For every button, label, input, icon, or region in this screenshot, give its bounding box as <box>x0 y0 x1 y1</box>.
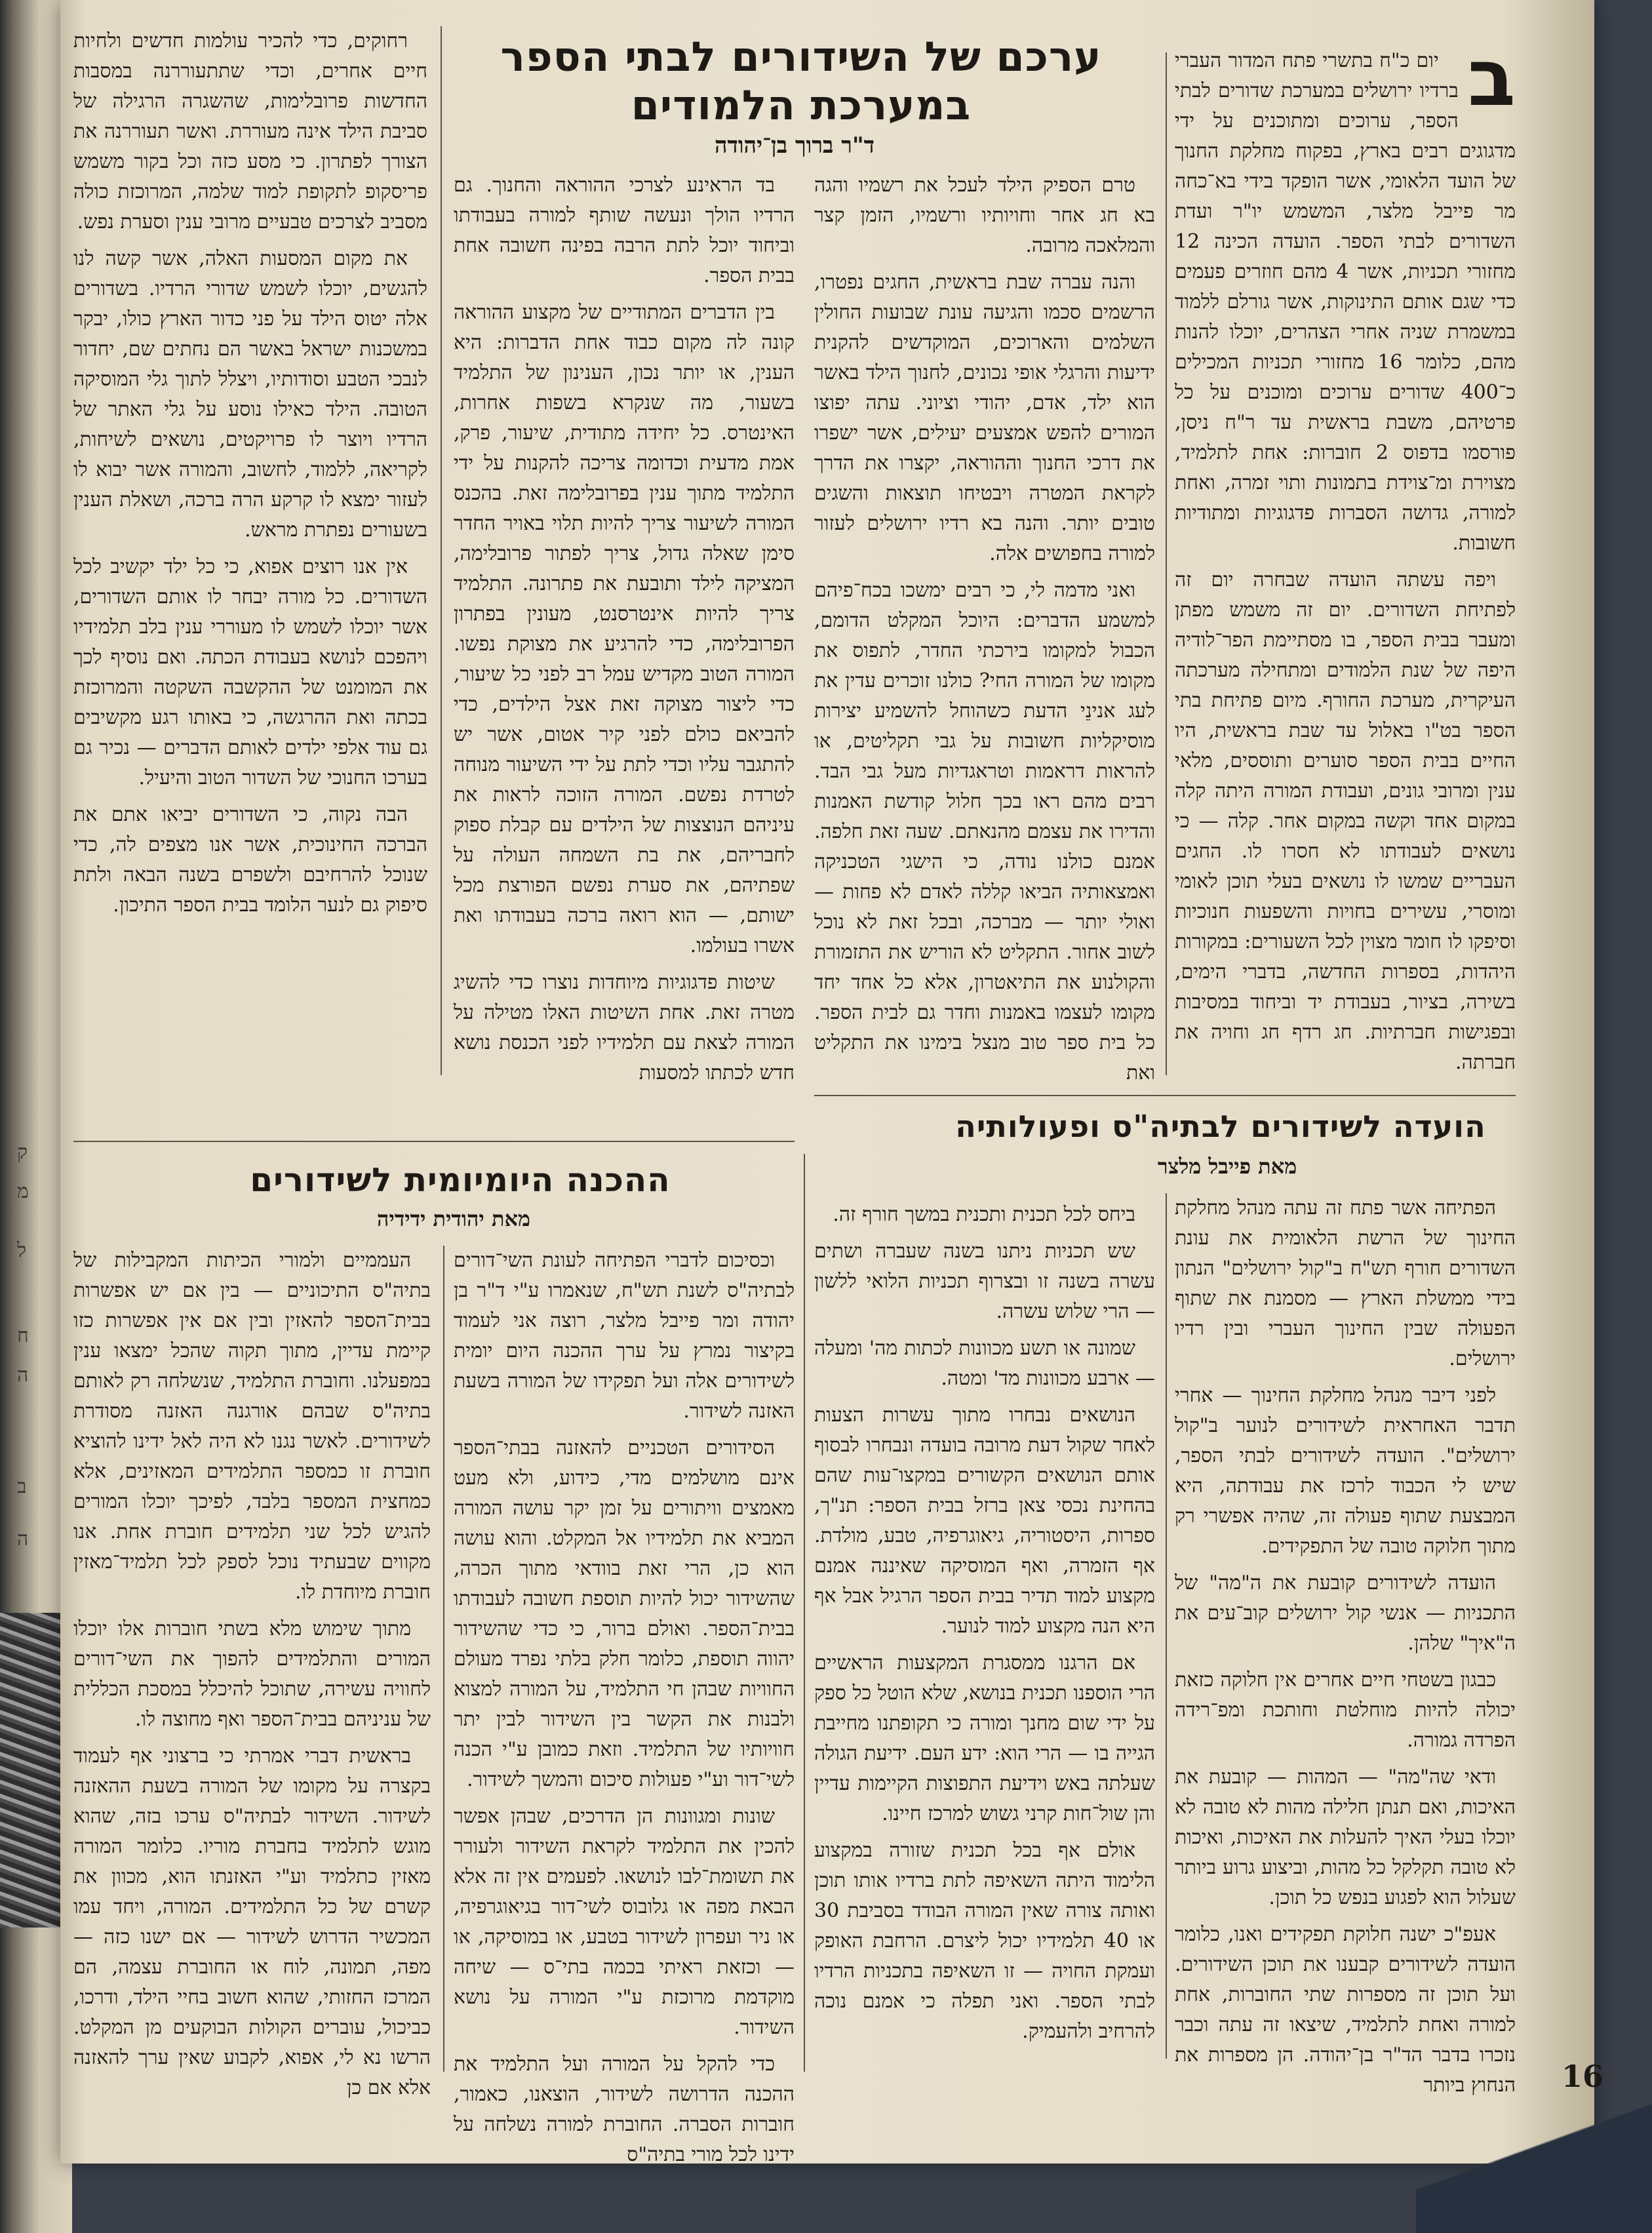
article2-byline: מאת פייבל מלצר <box>1157 1154 1297 1179</box>
article3-column-2 <box>73 1246 431 2098</box>
paragraph: הנושאים נבחרו מתוך עשרות הצעות לאחר שקול דעת מרובה בועדה ונבחרו לבסוף אותם הנושאים הקשורים במקצו־עות שהם בהחינת נכסי צאן ברזל בבית הספר: תנ"ך, ספרות, היסטוריה, גיאוגרפיה, טבע, מולדת. אף הזמרה, ואף המוסיקה שאיננה אמנם מקצוע למוד תדיר בבית הספר הרגיל אבל אף היא הנה מקצוע למוד לנוער. <box>814 1404 1155 1638</box>
adjacent-page-photo <box>0 1613 60 1927</box>
paragraph: הבה נקוה, כי השדורים יביאו אתם את הברכה החינוכית, אשר אנו מצפים לה, כדי שנוכל להרחיבם ולשפרם בשנה הבאה ולתת סיפוק גם לנער הלומד בבית הספר התיכון. <box>73 803 427 917</box>
article2-title: הועדה לשידורים לבתיה"ס ופעולותיה <box>955 1109 1486 1144</box>
paragraph: מתוך שימוש מלא בשתי חוברות אלו יוכלו המורים והתלמידים להפוך את השי־דורים לחוויה עשירה, שתוכל להיכלל במסכת הכללית של עניניהם בבית־הספר ואף מחוצה לו. <box>73 1617 431 1731</box>
adjacent-page-fragment: ב <box>17 1475 27 1498</box>
paragraph: אולם אף בכל תכנית שזורה במקצוע הלימוד היתה השאיפה לתת ברדיו אותו תוכן ואותה צורה שאין המורה הבודד בסביבת 30 או 40 תלמידיו יכול ליצרם. הרחבת האופק ועמקת החויה — זו השאיפה בתכניות הרדיו לבתי הספר. ואני תפלה כי אמנם נוכה להרחיב ולהעמיק. <box>814 1839 1156 2043</box>
column-rule <box>443 1246 444 2072</box>
article1-column-4 <box>73 26 427 1088</box>
adjacent-page-fragment: ה <box>17 1364 29 1387</box>
paragraph: לפני דיבר מנהל מחלקת החינוך — אחרי תדבר האחראית לשידורים לנוער ב"קול ירושלים". הועדה לשידורים לבתי הספר, שיש לי הכבוד לרכז את עבודתה, היא המבצעת שתוף פעולה זה, שהיה אפשרי רק מתוך חלוקה טובה של התפקידים. <box>1175 1384 1516 1558</box>
article3-column-1 <box>454 1246 795 2166</box>
column-rule <box>804 1154 805 2072</box>
article1-title-line1: ערכם של השידורים לבתי הספר <box>500 33 1102 81</box>
paragraph: רחוקים, כדי להכיר עולמות חדשים ולחיות חיים אחרים, וכדי שתתעוררנה במסבות החדשות פרובלימות, שהשגרה הרגילה של סביבת הילד אינה מעוררת. ואשר תעוררנה את הצורך לפתרון. כי מסע כזה וכל בקור משמש פריסקופ לתקופת למוד שלמה, המרוכזת כולה מסביב לצרכים טבעיים מרובי ענין וסערת נפש. <box>73 30 427 233</box>
paragraph: ואני מדמה לי, כי רבים ימשכו בכח־פיהם למשמע הדברים: היוכל המקלט הדומם, הכבול למקומו בירכתי החדר, לתפוס את מקומו של המורה החי? כולנו זוכרים עדין את לעג אנינֵי הדעת כשהוחל להשמיע יצירות מוסיקליות חשובות על גבי תקליטים, או להראות דראמות וטראגדיות מעל גבי הבד. רבים מהם ראו בכך חלול קודשת האמנות והדירו את עצמם מהנאתם. שעה זאת חלפה. אמנם כולנו נודה, כי הישגי הטכניקה ואמצאותיה הביאו קללה לאדם לא פחות — ואולי יותר — מברכה, ובכל זאת לא נוכל לשוב אחור. התקליט לא הוריש את התזמורת והקולנוע את התיאטרון, אלא כל אחד יחד מקומו לעצמו באמנות וחדר גם לבית הספר. כל בית ספר טוב מנצל בימינו את התקליט ואת <box>814 579 1155 1084</box>
paragraph: יום כ"ח בתשרי פתח המדור העברי ברדיו ירושלים במערכת שדורים לבתי הספר, ערוכים ומתוכנים על ידי מדגוגים רבים בארץ, בפקוח מחלקת החנוך של הועד הלאומי, אשר הופקד בידי בא־כחה מר פייבל מלצר, המשמש יו"ר ועדת השדורים לבתי הספר. הועדה הכינה 12 מחזורי תכניות, אשר 4 מהם חוזרים פעמים כדי שגם אותם התינוקות, אשר גורלם ללמוד במשמרת שניה אחרי הצהרים, יוכלו להנות מהם, כלומר 16 מחזורי תכניות המכילים כ־400 שדורים ערוכים ומוכנים על כל פרטיהם, משבת בראשית עד ר"ח ניסן, פורסמו בדפוס 2 חוברות: אחת לתלמיד, מצוירת ומ־צוידת בתמונות ותוי זמרה, ואחת למורה, גדושה הסברות פדגוגיות ומתודיות חשובות. <box>1175 49 1516 555</box>
article2-column-2 <box>814 1200 1155 2065</box>
paragraph: והנה עברה שבת בראשית, החגים נפטרו, הרשמים סכמו והגיעה עונת שבועות החולין השלמים והארוכים, המוקדשים להקנית ידיעות והרגלי אופי נכונים, לחנוך הילד באשר הוא ילד, אדם, יהודי וציוני. עתה יפוצו המורים להפש אמצעים יעילים, אשר ישפרו את דרכי החנוך וההוראה, יקצרו את הדרך לקראת המטרה ויבטיחו תוצאות והשגים טובים יותר. והנה בא רדיו ירושלים לעזור למורה בחפושים אלה. <box>814 271 1155 565</box>
paragraph: הועדה לשידורים קובעת את ה"מה" של התכניות — אנשי קול ירושלים קוב־עים את ה"איך" שלהן. <box>1175 1571 1516 1655</box>
adjacent-page-fragment: ל <box>17 1239 27 1262</box>
paragraph: כבגון בשטחי חיים אחרים אין חלוקה כזאת יכולה להיות מוחלטת וחותכת ומפ־רידה הפרדה גמורה. <box>1175 1669 1516 1752</box>
article3-title: ההכנה היומיומית לשידורים <box>250 1161 671 1199</box>
paragraph: טרם הספיק הילד לעכל את רשמיו והגה בא חג אחר וחויותיו ורשמיו, הזמן קצר והמלאכה מרובה. <box>814 174 1155 257</box>
adjacent-page-fragment: ח <box>17 1324 29 1347</box>
adjacent-page-fragment: מ <box>17 1180 29 1203</box>
article1-column-3 <box>454 170 795 1088</box>
paragraph: הפתיחה אשר פתח זה עתה מנהל מחלקת החינוך של הרשת הלאומית את עונת השדורים חורף תש"ח ב"קול ירושלים" הנתון בידי ממשלת הארץ — מסמנת את שתוף הפעולה שבין החינוך העברי ובין רדיו ירושלים. <box>1175 1196 1516 1370</box>
paragraph: העממיים ולמורי הכיתות המקבילות של בתיה"ס התיכוניים — בין אם יש אפשרות בבית־הספר להאזין ובין אם אין אפשרות כזו קיימת עדיין, מתוך תקוה שהכל ימצאו ענין במפעלנו. וחוברת התלמיד, שנשלחה רק לאותם בתיה"ס שבהם אורגנה האזנה מסודרת לשידורים. לאשר נגנו לא היה לאל ידינו להוציא חוברת זו כמספר התלמידים המאזינים, אלא כמחצית המספר בלבד, לפיכך יוכלו המורים להגיש לכל שני תלמידים חוברת אחת. אנו מקווים שבעתיד נוכל לספק לכל תלמיד־מאזין חוברת מיוחדת לו. <box>73 1249 431 1604</box>
article1-column-1 <box>1175 33 1516 1074</box>
column-rule <box>1166 52 1167 1075</box>
paragraph: ביחס לכל תכנית ותכנית במשך חורף זה. <box>833 1203 1135 1226</box>
section-rule <box>814 1095 1516 1096</box>
magazine-page <box>60 0 1604 2166</box>
paragraph: שש תכניות ניתנו בשנה שעברה ושתים עשרה בשנה זו ובצרוף תכניות הלואי ללשון — הרי שלוש עשרה. <box>814 1240 1155 1323</box>
paragraph: בין הדברים המתודיים של מקצוע ההוראה קונה לה מקום כבוד אחת הדברות: היא הענין, או יותר נכון, הענינון של התלמיד בשעור, מה שנקרא בשפות אחרות, האינטרס. כל יחידה מתודית, שיעור, פרק, אמת מדעית וכדומה צריכה להקנות על ידי התלמיד מתוך ענין בפרובלימה זאת. בהכנס המורה לשיעור צריך להיות תלוי באויר החדר סימן שאלה גדול, צריך לפתור פרובלימה, המציקה לילד ותובעת את פתרונה. התלמיד צריך להיות אינטרסנט, מעונין בפתרון הפרובלימה, כדי להרגיע את מצוקת נפשו. המורה הטוב מקדיש עמל רב לפני כל שיעור, כדי ליצור מצוקה זאת אצל הילדים, כדי להביאם כולם לפני קיר אטום, אשר יש להתגבר עליו וכדי לתת על ידי השיעור מנוחה לטרדת נפשם. המורה הזוכה לראות את עיניהם הנוצצות של הילדים עם קבלת ספוק לחבריהם, את בת השמחה העולה על שפתיהם, את סערת נפשם הפורצת מכל ישותם, — הוא רואה ברכה בעבודתו ואת אשרו בעולמו. <box>454 301 795 957</box>
paragraph: את מקום המסעות האלה, אשר קשה לנו להגשים, יוכלו לשמש שדורי הרדיו. בשדורים אלה יטוס הילד על פני כדור הארץ כולו, יבקר במשכנות ישראל באשר הם נחתים שם, יחדור לנבכי הטבע וסודותיו, ויצלל לתוך גלי המוסיקה הטובה. הילד כאילו נוסע על גלי האתר של הרדיו ויוצר לו פרויקטים, נושאים לשיחות, לקריאה, ללמוד, לחשוב, והמורה אשר יבוא לו לעזור ימצא לו קרקע הרה ברכה, ושאלת הענין בשעורים נפתרת מראש. <box>73 247 427 542</box>
paragraph: וכסיכום לדברי הפתיחה לעונת השי־דורים לבתיה"ס לשנת תש"ח, שנאמרו ע"י ד"ר בן יהודה ומר פייבל מלצר, רוצה אני לעמוד בקיצור נמרץ על ערך ההכנה היום יומית לשידורים אלה ועל תפקידו של המורה בשעת האזנה לשידור. <box>454 1249 795 1423</box>
adjacent-page-fragment: ה <box>17 1528 29 1551</box>
paragraph: בראשית דברי אמרתי כי ברצוני אף לעמוד בקצרה על מקומו של המורה בשעת ההאזנה לשידור. השידור לבתיה"ס ערכו בזה, שהוא מוגש לתלמיד בחברת מוריו. כלומר המורה מאזין כתלמיד וע"י האזנתו הוא, מכוון את קשרם של כל התלמידים. המורה, ויחד עמו המכשיר הדרוש לשידור — אם ישנו כזה — מפה, תמונה, לוח או החוברת עצמה, הם המרכז החזותי, שהוא חשוב בחיי הילד, ודרכו, כביכול, עוברים הקולות הבוקעים מן המקלט. הרשו נא לי, אפוא, לקבוע שאין ערך להאזנה אלא אם כן <box>73 1745 431 2099</box>
article1-title <box>441 33 1162 130</box>
article2-column-1 <box>1175 1193 1516 2097</box>
paragraph: אם הרגנו ממסגרת המקצעות הראשיים הרי הוספנו תכנית בנושא, שלא הוטל כל ספק על ידי שום מחנך ומורה כי תקופתנו מחייבת הגייה בו — הרי הוא: ידע העם. ידיעת הגולה שעלתה באש וידיעת התפוצות הקיימות עדיין והן שול־חות קרני גשוש למרכז חיינו. <box>814 1651 1155 1825</box>
drop-cap: ב <box>1467 33 1516 124</box>
article1-title-line2: במערכת הלמודים <box>631 81 972 129</box>
paragraph: ויפה עשתה הועדה שבחרה יום זה לפתיחת השדורים. יום זה משמש מפתן ומעבר בבית הספר, בו מסתיימת הפר־לודיה היפה של שנת הלמודים ומתחילה מערכתה העיקרית, מערכת החורף. מיום פתיחת בתי הספר בט"ו באלול עד שבת בראשית, היו החיים בבית הספר סוערים ותוססים, מלאי ענין ומרובי גונים, ועבודת המורה היתה קלה במקום אחד וקשה במקום אחר. קלה — כי נושאים לעבודתו לא חסרו לו. החגים העבריים שמשו לו נושאים בעלי תוכן לאומי ומוסרי, עשירים בחויות והשפעות חנוכיות וסיפקו לו חומר מצוין לכל השעורים: במקורות היהדות, בספרות החדשה, בדברי הימים, בשירה, בציור, בעבודת יד וביחוד במסיבות ובפגישות חברתיות. חג רדף חג וחויה את חברתה. <box>1175 568 1516 1074</box>
paragraph: כדי להקל על המורה ועל התלמיד את ההכנה הדרושה לשידור, הוצאנו, כאמור, חוברות הסברה. החוברת למורה נשלחה על ידינו לכל מורי בתיה"ס <box>454 2053 795 2166</box>
paragraph: שיטות פדגוגיות מיוחדות נוצרו כדי להשיג מטרה זאת. אחת השיטות האלו מטילה על המורה לצאת עם תלמידיו לפני הכנסת נושא חדש לכתתו למסעות <box>454 971 795 1084</box>
paragraph: אעפ"כ ישנה חלוקת תפקידים ואנו, כלומר הועדה לשידורים קבענו את תוכן השידורים. ועל תוכן זה מספרות שתי החוברות, אחת למורה ואחת לתלמיד, שיצאו זה עתה וכבר נזכרו בדבר הד"ר בן־יהודה. הן מספרות את הנחוץ ביותר <box>1175 1923 1516 2097</box>
background-fabric <box>1416 2102 1652 2233</box>
section-rule <box>73 1141 795 1142</box>
paragraph: הסידורים הטכניים להאזנה בבתי־הספר אינם מושלמים מדי, כידוע, ולא מעט מאמצים וויתורים על זמן יקר עושה המורה המביא את תלמידיו אל המקלט. והוא עושה הוא כן, הרי זאת בוודאי מתוך הכרה, שהשידור יכול להיות תוספת חשובה לעבודתו בבית־הספר. ואולם ברור, כי כדי שהשידור יהווה תוספת, כלומר חלק בלתי נפרד מעולם החוויות שבהן חי התלמיד, על המורה למצוא ולבנות את הקשר בין השידור לבין יתר חוויותיו של התלמיד. וזאת כמובן ע"י הכנה לשי־דור וע"י פעולות סיכום והמשך לשידור. <box>454 1436 795 1791</box>
article1-byline: ד"ר ברוך בן־יהודה <box>714 132 875 159</box>
paragraph: בד הראינע לצרכי ההוראה והחנוך. גם הרדיו הולך ונעשה שותף למורה בעבודתו וביחוד יוכל לתת הרבה בפינה חשובה אחת בבית הספר. <box>454 174 795 287</box>
paragraph: ודאי שה"מה" — המהות — קובעת את האיכות, ואם תנתן חלילה מהות לא טובה לא יוכלו בעלי האיך להעלות את האיכות, ואיכות לא טובה תקלקל כל מהות, וביצוע גרוע ביותר שעלול הוא לפגוע בנפש כל תוכן. <box>1175 1766 1516 1909</box>
paragraph: שמונה או תשע מכוונות לכתות מה' ומעלה — ארבע מכוונות מד' ומטה. <box>814 1337 1155 1390</box>
column-rule <box>441 26 442 1075</box>
article3-byline: מאת יהודית ידידיה <box>377 1206 530 1231</box>
page-number: 16 <box>1562 2059 1604 2094</box>
paragraph: שונות ומגוונות הן הדרכים, שבהן אפשר להכין את התלמיד לקראת השידור ולעורר את תשומת־לבו לנושאו. לפעמים אין זה אלא הבאת מפה או גלובוס לשי־דור בגיאוגרפיה, או ניר ועפרון לשידור בטבע, או במוסיקה, או — וכזאת ראיתי בכמה בתי־ס — שיחה מוקדמת מרוכזת ע"י המורה על נושא השידור. <box>454 1805 795 2039</box>
adjacent-page-fragment: ק <box>17 1141 28 1164</box>
paragraph: אין אנו רוצים אפוא, כי כל ילד יקשיב לכל השדורים. כל מורה יבחר לו אותם השדורים, אשר יוכלו לשמש לו מעוררי ענין בלב תלמידיו ויהפכם לנושא בעבודת הכתה. ואם נוסיף לכך את המומנט של ההקשבה השקטה והמרוכזת בכתה ואת ההרגשה, כי באותו רגע מקשיבים גם עוד אלפי ילדים לאותם הדברים — נכיר גם בערכו החנוכי של השדור הטוב והיעיל. <box>73 555 427 789</box>
column-rule <box>1166 1193 1167 2059</box>
article1-column-2 <box>814 170 1155 1088</box>
